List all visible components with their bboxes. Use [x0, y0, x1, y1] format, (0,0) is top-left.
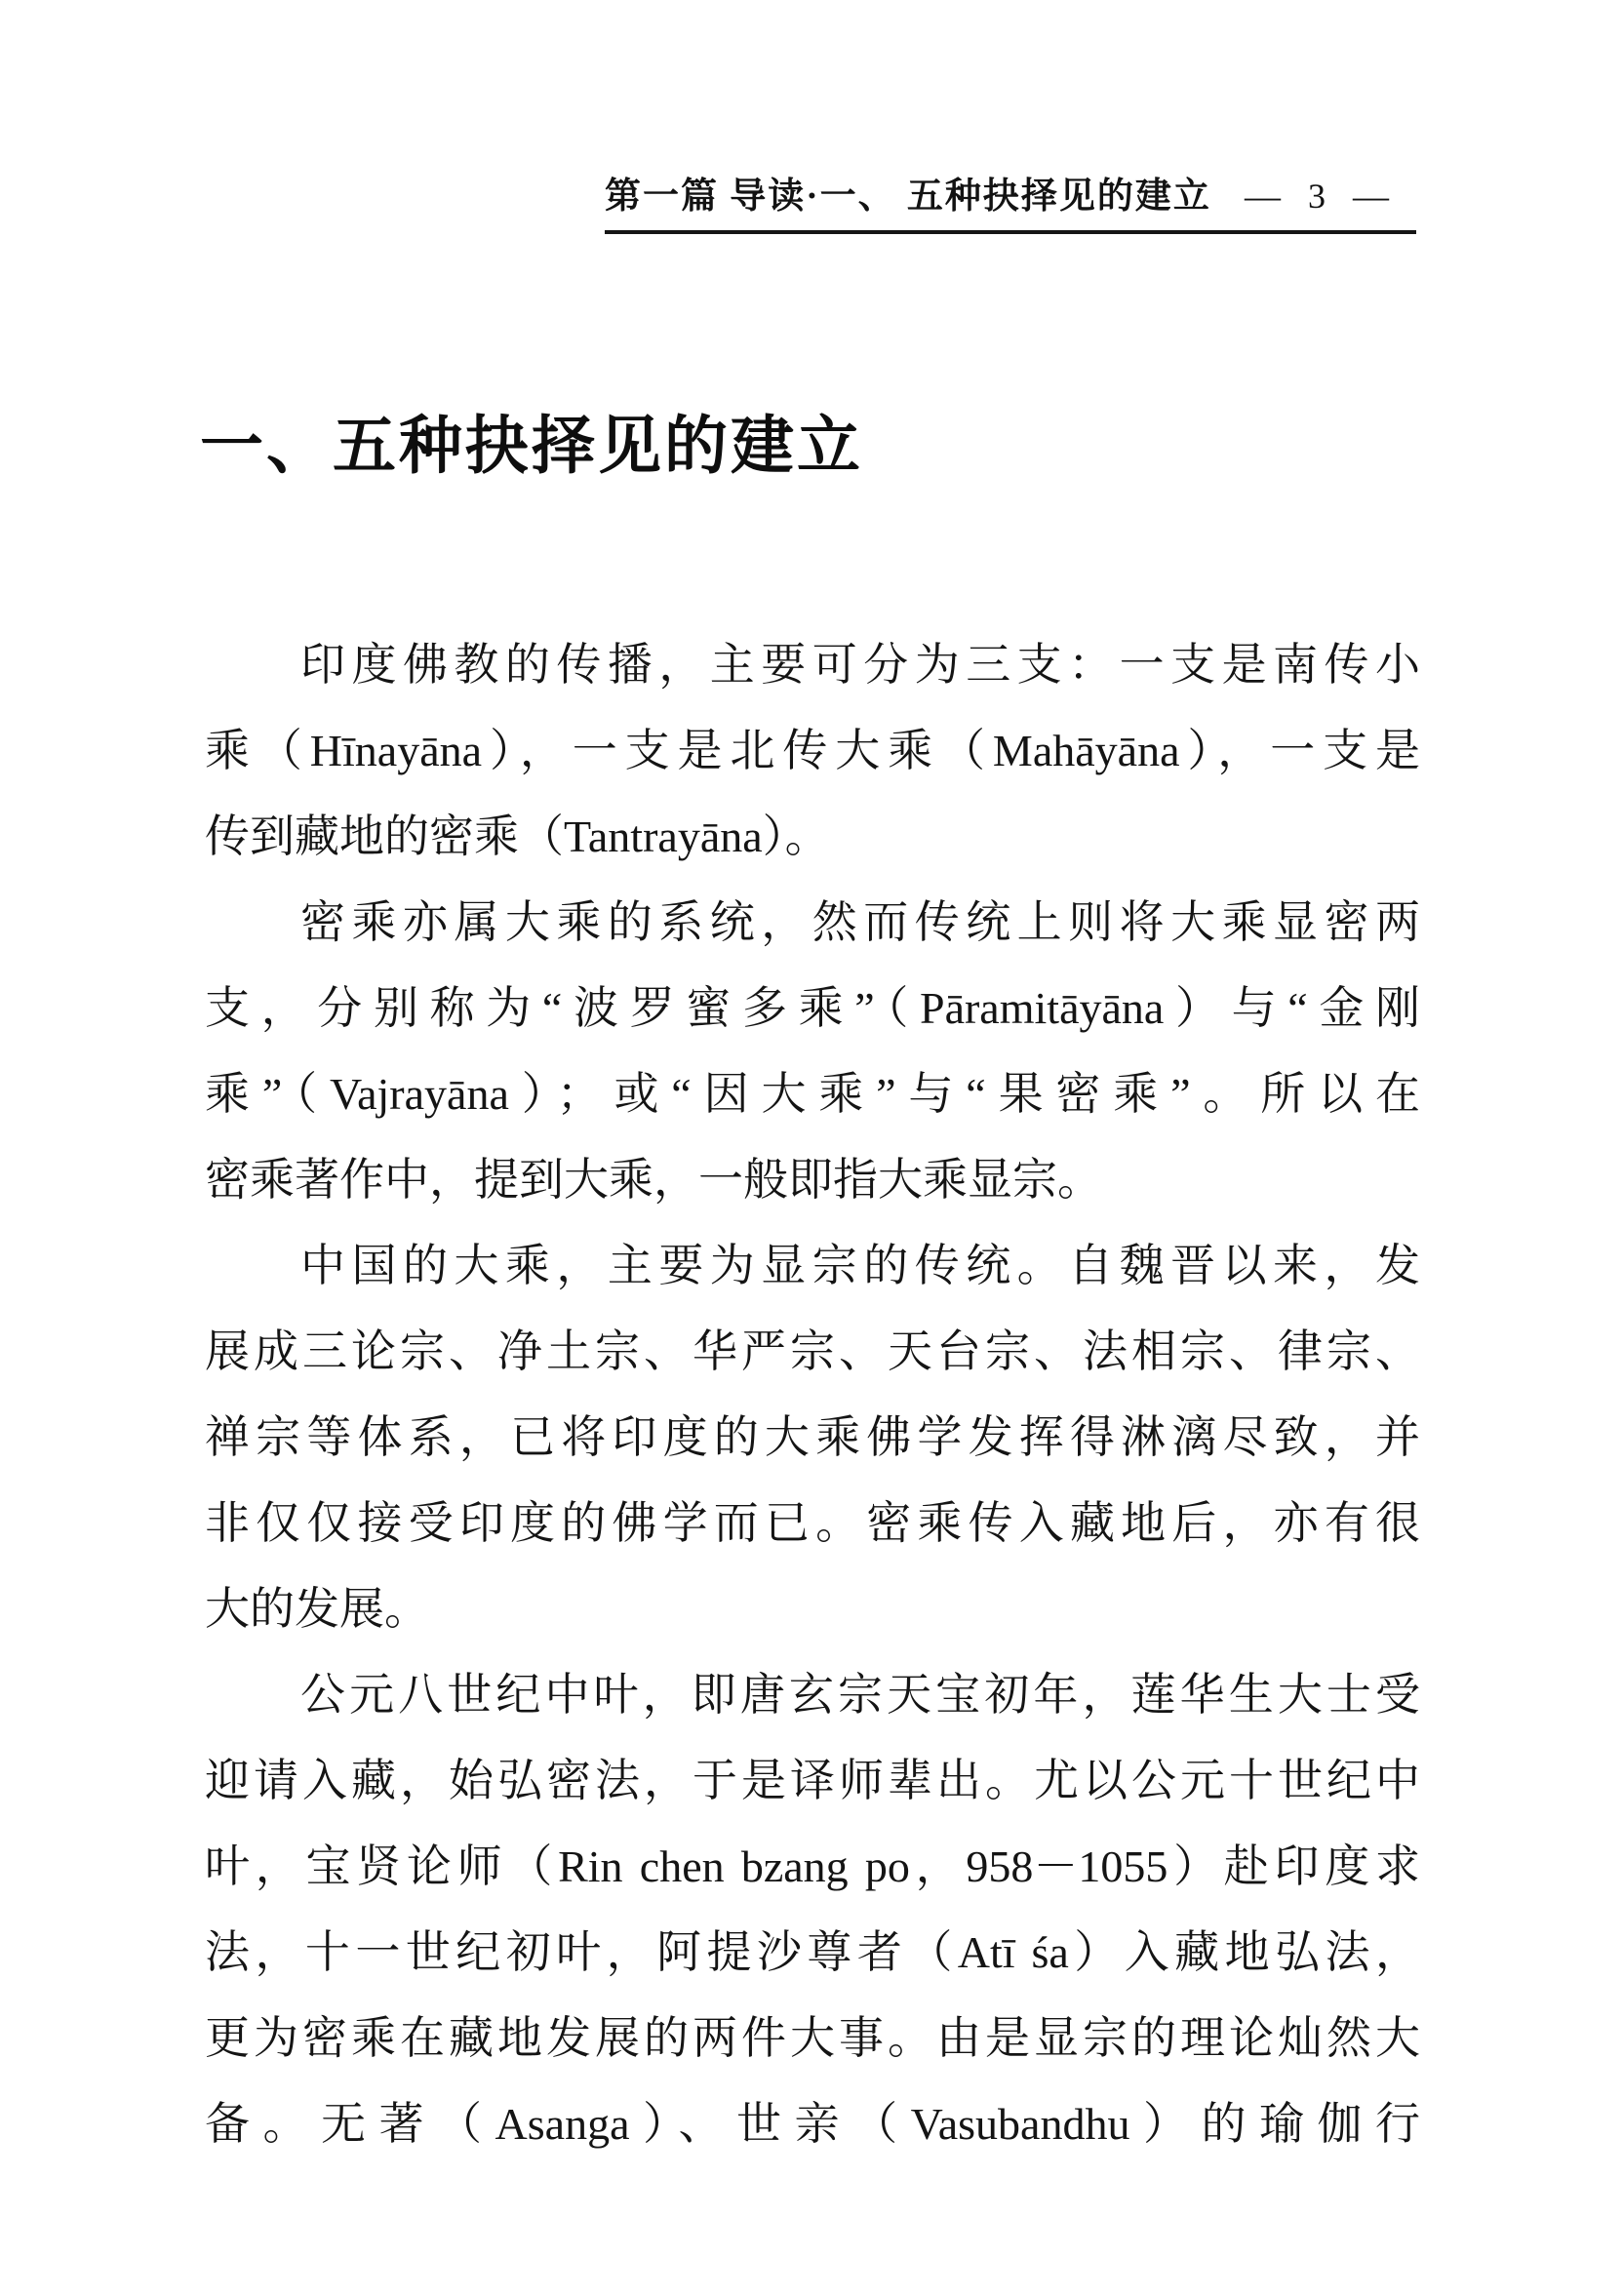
body-line: 密乘著作中，提到大乘，一般即指大乘显宗。	[205, 1155, 1102, 1205]
body-line: 乘”（Vajrayāna）；或“因大乘”与“果密乘”。所以在	[205, 1069, 1420, 1119]
body-line: 展成三论宗、净土宗、华严宗、天台宗、法相宗、律宗、	[205, 1326, 1420, 1376]
body-line: 乘（Hīnayāna），一支是北传大乘（Mahāyāna），一支是	[205, 726, 1420, 775]
page-number: 3	[1308, 177, 1327, 216]
page-title: 一、五种抉择见的建立	[200, 410, 864, 481]
body-line: 备。无著（Asanga）、世亲（Vasubandhu）的瑜伽行	[205, 2099, 1420, 2149]
body-line: 传到藏地的密乘（Tantrayāna）。	[205, 812, 830, 861]
body-text	[205, 622, 1420, 2167]
body-line: 法，十一世纪初叶，阿提沙尊者（Atī śa）入藏地弘法，	[205, 1927, 1420, 1977]
body-line: 密乘亦属大乘的系统，然而传统上则将大乘显密两	[300, 897, 1420, 947]
body-line: 中国的大乘，主要为显宗的传统。自魏晋以来，发	[300, 1241, 1420, 1290]
header-title: 第一篇 导读·一、 五种抉择见的建立	[605, 177, 1211, 217]
page-number-group	[1219, 176, 1416, 218]
body-line: 大的发展。	[205, 1584, 429, 1634]
page-number-dash-left: —	[1245, 177, 1283, 217]
body-line: 叶，宝贤论师（Rin chen bzang po，958－1055）赴印度求	[205, 1841, 1420, 1891]
body-line: 非仅仅接受印度的佛学而已。密乘传入藏地后，亦有很	[205, 1498, 1420, 1548]
body-line: 印度佛教的传播，主要可分为三支：一支是南传小	[300, 640, 1420, 690]
body-line: 支，分别称为“波罗蜜多乘”（Pāramitāyāna）与“金刚	[205, 983, 1420, 1033]
body-line: 公元八世纪中叶，即唐玄宗天宝初年，莲华生大士受	[300, 1670, 1420, 1720]
page-number-dash-right: —	[1353, 177, 1391, 217]
page-header	[605, 166, 1416, 234]
body-line: 禅宗等体系，已将印度的大乘佛学发挥得淋漓尽致，并	[205, 1412, 1420, 1462]
body-line: 迎请入藏，始弘密法，于是译师辈出。尤以公元十世纪中	[205, 1756, 1420, 1805]
body-line: 更为密乘在藏地发展的两件大事。由是显宗的理论灿然大	[205, 2013, 1420, 2063]
